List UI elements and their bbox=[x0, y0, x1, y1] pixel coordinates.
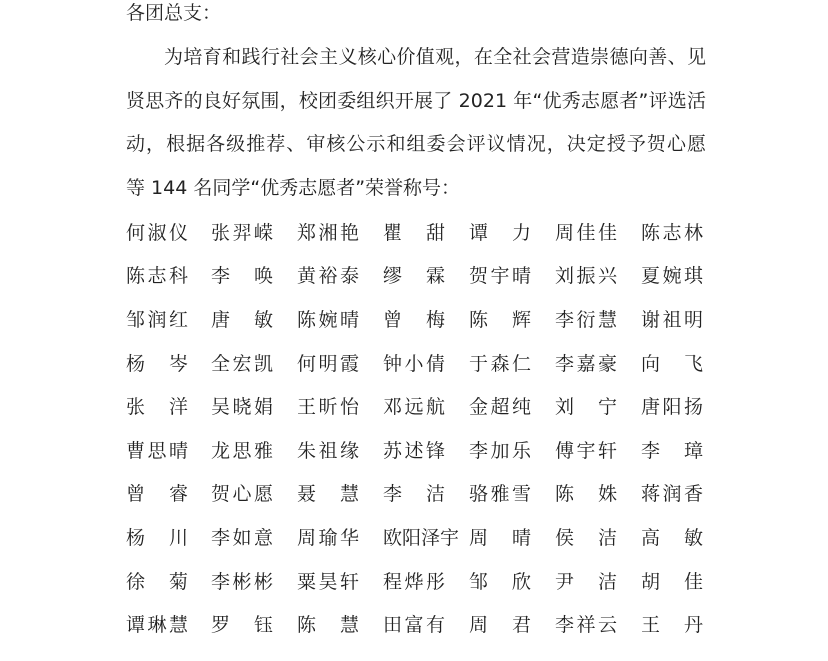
awardee-name: 李 彬 彬 bbox=[211, 570, 273, 593]
awardee-name: 于 森 仁 bbox=[469, 352, 531, 375]
paragraph-line: 等 144 名同学“优秀志愿者”荣誉称号： bbox=[126, 176, 461, 199]
awardee-name: 唐 敏 bbox=[211, 308, 273, 331]
awardee-name: 邓 远 航 bbox=[383, 396, 445, 419]
awardee-name: 王 丹 bbox=[641, 614, 703, 637]
awardee-name: 陈 志 林 bbox=[641, 221, 703, 244]
awardee-name: 张 羿 嵘 bbox=[211, 221, 273, 244]
awardee-name: 李 衍 慧 bbox=[555, 308, 617, 331]
awardee-name: 田 富 有 bbox=[383, 614, 445, 637]
awardee-name: 罗 钰 bbox=[211, 614, 273, 637]
salutation: 各团总支： bbox=[126, 2, 222, 24]
awardee-name: 欧 阳 泽 宇 bbox=[383, 526, 460, 549]
awardee-name: 何 淑 仪 bbox=[126, 221, 188, 244]
paragraph-line: 贤思齐的良好氛围，校团委组织开展了 2021 年“优秀志愿者”评选活 bbox=[126, 89, 706, 112]
award-paragraph bbox=[126, 39, 706, 213]
awardee-name: 谭 琳 慧 bbox=[126, 614, 188, 637]
awardee-name: 贺 心 愿 bbox=[211, 483, 273, 506]
awardee-name: 侯 洁 bbox=[555, 526, 617, 549]
awardee-name: 贺 宇 晴 bbox=[469, 265, 531, 288]
awardee-name: 杨 川 bbox=[126, 526, 188, 549]
awardee-name: 胡 佳 bbox=[641, 570, 703, 593]
awardee-name: 蒋 润 香 bbox=[641, 483, 703, 506]
awardee-name: 李 洁 bbox=[383, 483, 445, 506]
awardee-name: 傅 宇 轩 bbox=[555, 439, 617, 462]
awardee-name: 何 明 霞 bbox=[297, 352, 359, 375]
awardee-name: 李 祥 云 bbox=[555, 614, 617, 637]
awardee-name: 钟 小 倩 bbox=[383, 352, 445, 375]
awardee-name: 陈 志 科 bbox=[126, 265, 188, 288]
paragraph-line: 为培育和践行社会主义核心价值观，在全社会营造崇德向善、见 bbox=[164, 46, 706, 68]
awardee-name-list bbox=[126, 211, 706, 647]
awardee-name: 周 瑜 华 bbox=[297, 526, 359, 549]
awardee-name: 刘 振 兴 bbox=[555, 265, 617, 288]
name-row bbox=[126, 560, 706, 604]
awardee-name: 李 如 意 bbox=[211, 526, 273, 549]
awardee-name: 李 加 乐 bbox=[469, 439, 531, 462]
awardee-name: 王 昕 怡 bbox=[297, 396, 359, 419]
awardee-name: 周 佳 佳 bbox=[555, 221, 617, 244]
awardee-name: 骆 雅 雪 bbox=[469, 483, 531, 506]
awardee-name: 全 宏 凯 bbox=[211, 352, 273, 375]
awardee-name: 李 嘉 豪 bbox=[555, 352, 617, 375]
awardee-name: 缪 霖 bbox=[383, 265, 445, 288]
name-row bbox=[126, 516, 706, 560]
awardee-name: 曹 思 晴 bbox=[126, 439, 188, 462]
awardee-name: 郑 湘 艳 bbox=[297, 221, 359, 244]
awardee-name: 尹 洁 bbox=[555, 570, 617, 593]
awardee-name: 吴 晓 娟 bbox=[211, 396, 273, 419]
awardee-name: 李 璋 bbox=[641, 439, 703, 462]
awardee-name: 程 烨 彤 bbox=[383, 570, 445, 593]
name-row bbox=[126, 255, 706, 299]
awardee-name: 谢 祖 明 bbox=[641, 308, 703, 331]
awardee-name: 陈 姝 bbox=[555, 483, 617, 506]
name-row bbox=[126, 603, 706, 647]
awardee-name: 邹 欣 bbox=[469, 570, 531, 593]
awardee-name: 李 唤 bbox=[211, 265, 273, 288]
awardee-name: 周 君 bbox=[469, 614, 531, 637]
name-row bbox=[126, 473, 706, 517]
awardee-name: 金 超 纯 bbox=[469, 396, 531, 419]
awardee-name: 徐 菊 bbox=[126, 570, 188, 593]
awardee-name: 粟 昊 轩 bbox=[297, 570, 359, 593]
awardee-name: 杨 岑 bbox=[126, 352, 188, 375]
awardee-name: 邹 润 红 bbox=[126, 308, 188, 331]
name-row bbox=[126, 385, 706, 429]
awardee-name: 陈 慧 bbox=[297, 614, 359, 637]
awardee-name: 朱 祖 缘 bbox=[297, 439, 359, 462]
awardee-name: 黄 裕 泰 bbox=[297, 265, 359, 288]
awardee-name: 周 晴 bbox=[469, 526, 531, 549]
paragraph-line: 动，根据各级推荐、审核公示和组委会评议情况，决定授予贺心愿 bbox=[126, 133, 706, 155]
awardee-name: 曾 睿 bbox=[126, 483, 188, 506]
awardee-name: 曾 梅 bbox=[383, 308, 445, 331]
awardee-name: 唐 阳 扬 bbox=[641, 396, 703, 419]
awardee-name: 谭 力 bbox=[469, 221, 531, 244]
awardee-name: 苏 述 锋 bbox=[383, 439, 445, 462]
awardee-name: 聂 慧 bbox=[297, 483, 359, 506]
awardee-name: 陈 辉 bbox=[469, 308, 531, 331]
awardee-name: 向 飞 bbox=[641, 352, 703, 375]
name-row bbox=[126, 429, 706, 473]
name-row bbox=[126, 342, 706, 386]
awardee-name: 陈 婉 晴 bbox=[297, 308, 359, 331]
name-row bbox=[126, 211, 706, 255]
awardee-name: 龙 思 雅 bbox=[211, 439, 273, 462]
name-row bbox=[126, 298, 706, 342]
awardee-name: 高 敏 bbox=[641, 526, 703, 549]
awardee-name: 刘 宁 bbox=[555, 396, 617, 419]
awardee-name: 瞿 甜 bbox=[383, 221, 445, 244]
awardee-name: 夏 婉 琪 bbox=[641, 265, 703, 288]
awardee-name: 张 洋 bbox=[126, 396, 188, 419]
